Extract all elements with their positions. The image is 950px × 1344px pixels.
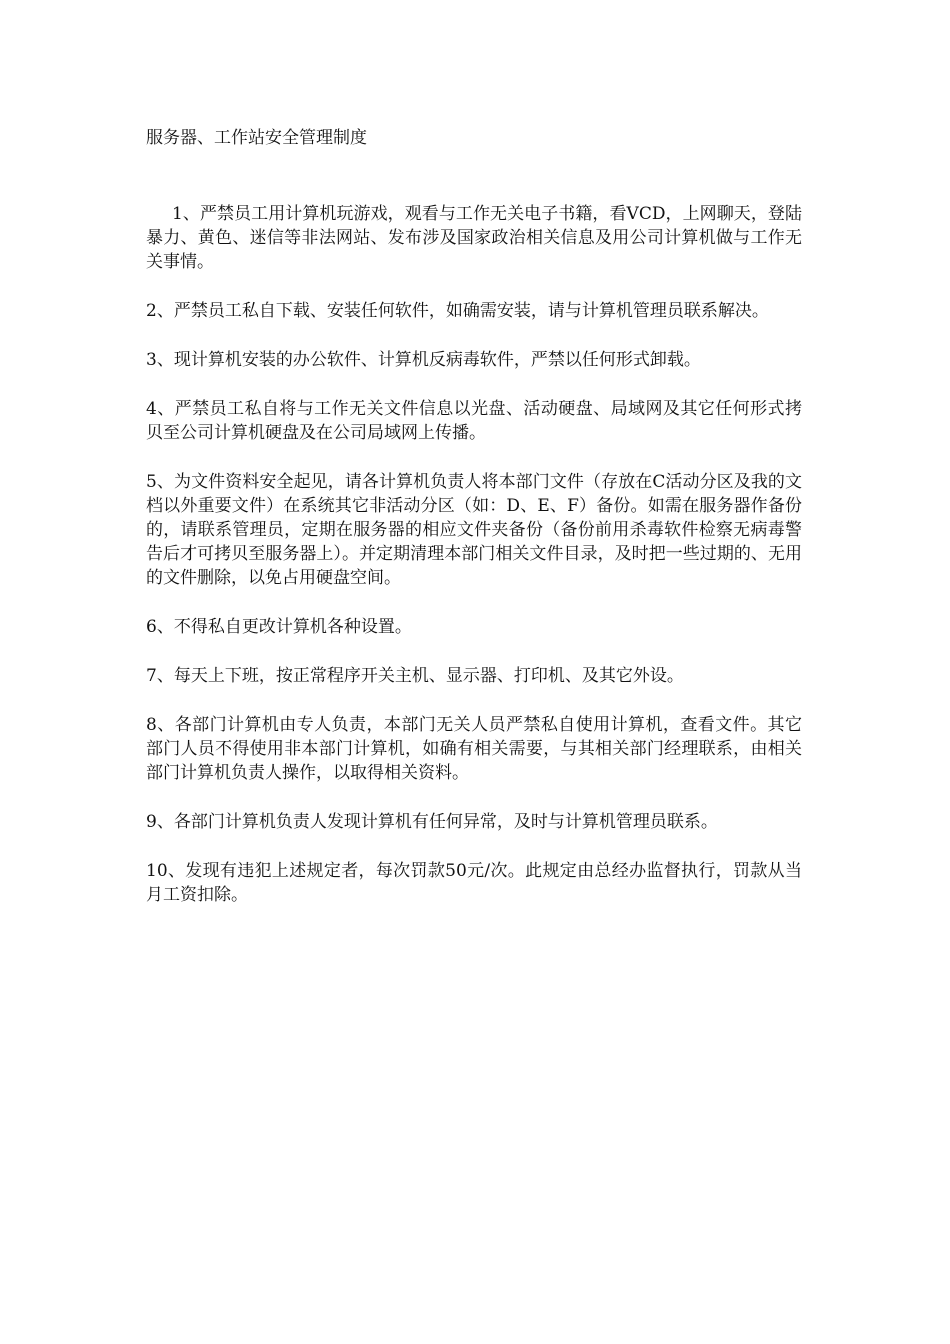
rule-item-2: 2、严禁员工私自下载、安装任何软件，如确需安装，请与计算机管理员联系解决。 bbox=[146, 301, 769, 321]
rule-item-6: 6、不得私自更改计算机各种设置。 bbox=[146, 617, 412, 637]
rule-item-4: 4、严禁员工私自将与工作无关文件信息以光盘、活动硬盘、局域网及其它任何形式拷贝至公司计算机硬盘及在公司局域网上传播。 bbox=[146, 399, 802, 443]
document-title: 服务器、工作站安全管理制度 bbox=[146, 128, 367, 148]
rule-item-5: 5、为文件资料安全起见，请各计算机负责人将本部门文件（存放在C活动分区及我的文档以外重要文件）在系统其它非活动分区（如：D、E、F）备份。如需在服务器作备份的，请联系管理员，定期在服务器的相应文件夹备份（备份前用杀毒软件检察无病毒警告后才可拷贝至服务器上）。并定期清理本部门相关文件目录，及时把一些过期的、无用的文件删除，以免占用硬盘空间。 bbox=[146, 472, 802, 588]
document-body bbox=[146, 126, 802, 932]
rules-list bbox=[146, 202, 802, 907]
rule-item-7: 7、每天上下班，按正常程序开关主机、显示器、打印机、及其它外设。 bbox=[146, 666, 684, 686]
rule-item-8: 8、各部门计算机由专人负责，本部门无关人员严禁私自使用计算机，查看文件。其它部门人员不得使用非本部门计算机，如确有相关需要，与其相关部门经理联系，由相关部门计算机负责人操作，以取得相关资料。 bbox=[146, 715, 802, 783]
rule-item-3: 3、现计算机安装的办公软件、计算机反病毒软件，严禁以任何形式卸载。 bbox=[146, 350, 701, 370]
rule-item-9: 9、各部门计算机负责人发现计算机有任何异常，及时与计算机管理员联系。 bbox=[146, 812, 718, 832]
rule-item-1: 1、严禁员工用计算机玩游戏，观看与工作无关电子书籍，看VCD，上网聊天，登陆暴力、黄色、迷信等非法网站、发布涉及国家政治相关信息及用公司计算机做与工作无关事情。 bbox=[146, 204, 802, 272]
rule-item-10: 10、发现有违犯上述规定者，每次罚款50元/次。此规定由总经办监督执行，罚款从当月工资扣除。 bbox=[146, 861, 802, 905]
